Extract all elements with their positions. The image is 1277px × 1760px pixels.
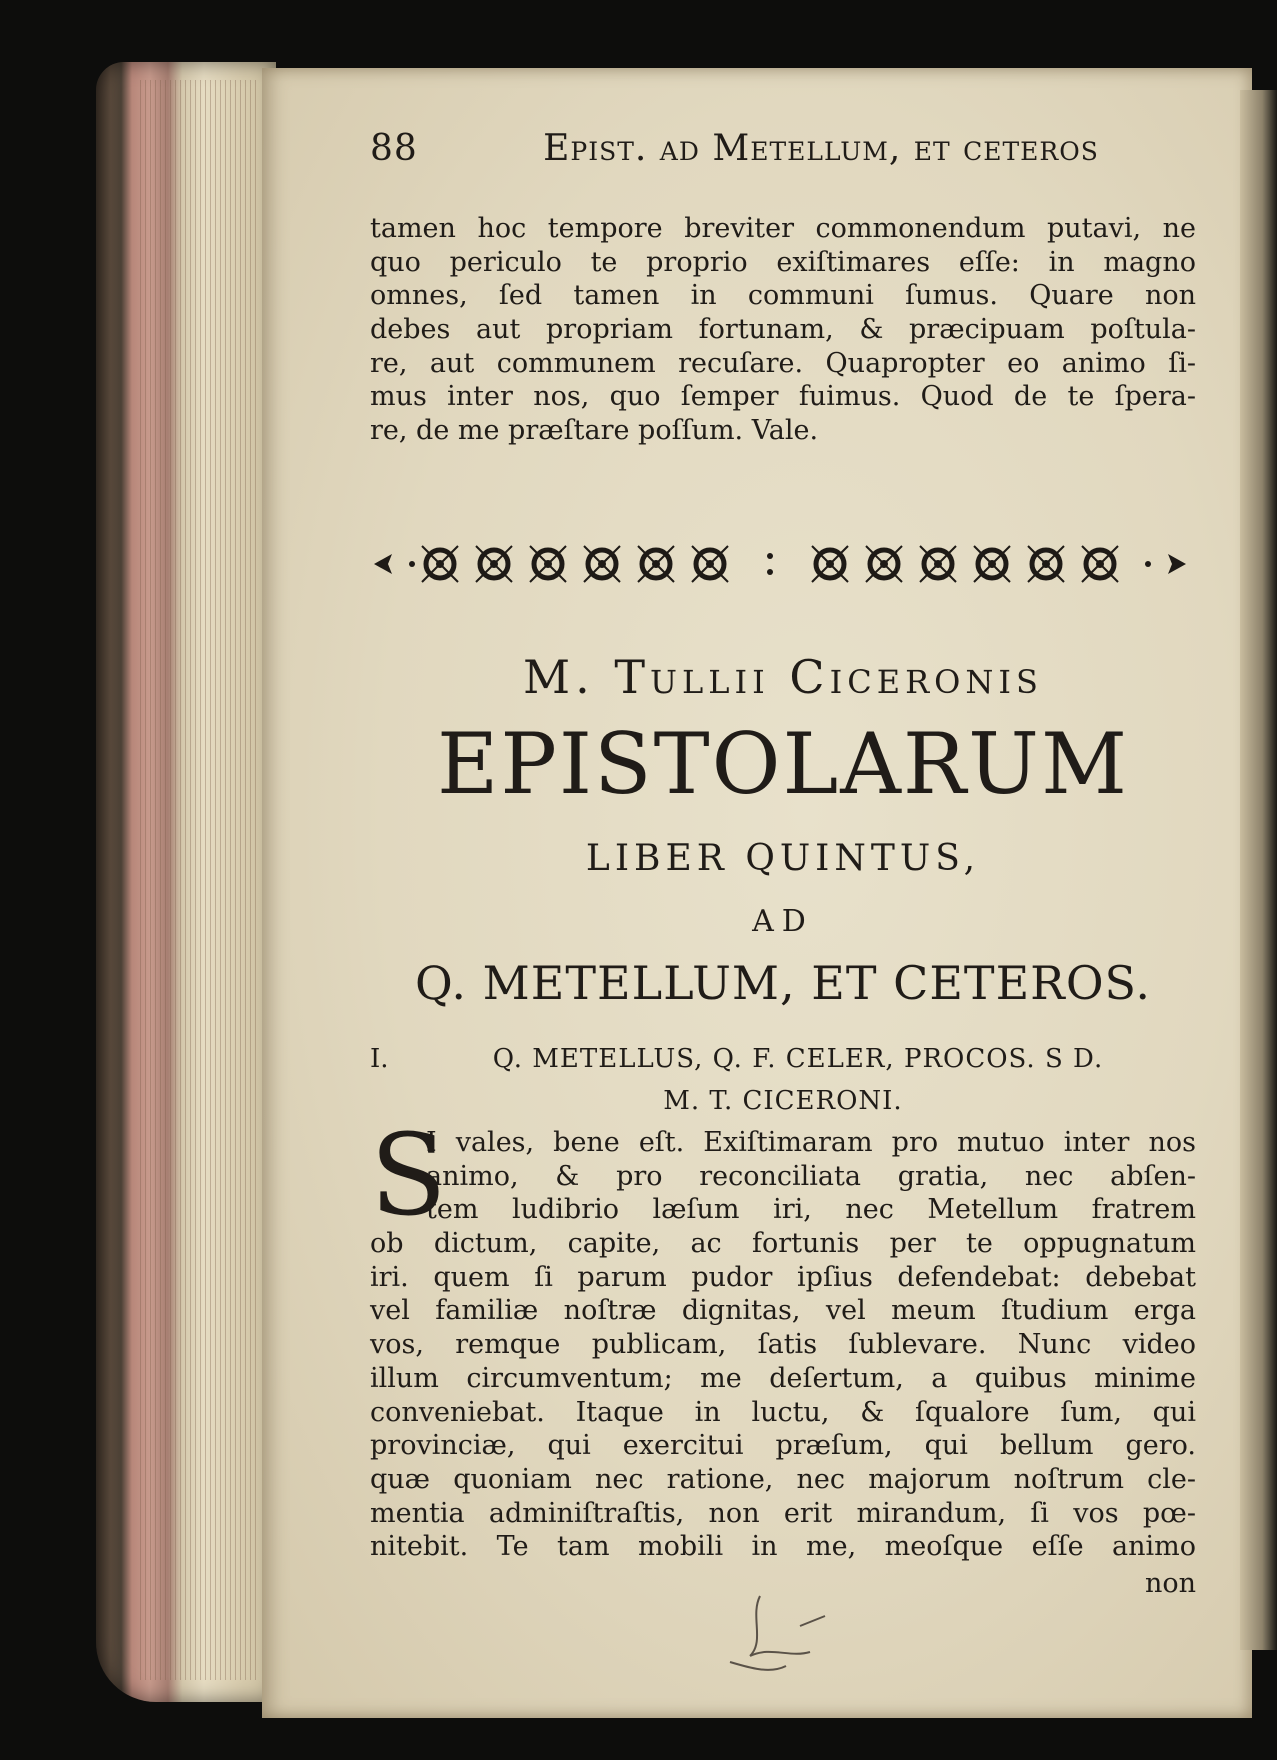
text-line: nitebit. Te tam mobili in me, meoſque eſſe animo: [370, 1531, 1196, 1563]
text-line: vel familiæ noſtræ dignitas, vel meum ſtudium erga: [370, 1295, 1196, 1327]
text-line: provinciæ, qui exercitui præſum, qui bellum gero.: [370, 1430, 1196, 1462]
next-page-edge: [1240, 90, 1277, 1650]
letter-body: [370, 1111, 1196, 1564]
letter-number: I.: [370, 1044, 389, 1074]
addressee-title: Q. METELLUM, ET CETEROS.: [414, 956, 1152, 1010]
text-line: omnes, ſed tamen in communi ſumus. Quare non: [370, 280, 1196, 312]
text-line: mus inter nos, quo ſemper fuimus. Quod de te ſpera-: [370, 381, 1196, 413]
catchword: non: [1144, 1568, 1196, 1599]
top-paragraph: [370, 212, 1196, 448]
running-header: [370, 128, 1196, 188]
text-line: tem ludibrio læſum iri, nec Metellum fratrem: [426, 1194, 1196, 1226]
text-line: I vales, bene eſt. Exiſtimaram pro mutuo inter nos: [426, 1127, 1196, 1158]
page-edges: [140, 80, 260, 1680]
main-title: EPISTOLARUM: [437, 715, 1129, 813]
text-line: ob dictum, capite, ac fortunis per te oppugnatum: [370, 1228, 1196, 1260]
text-line: tamen hoc tempore breviter commonendum putavi, ne: [370, 213, 1196, 244]
text-line: re, de me præſtare poſſum. Vale.: [370, 415, 819, 447]
text-line: mentia adminiſtraſtis, non erit mirandum, ſi vos pœ-: [370, 1497, 1196, 1529]
running-title: Epist. ad Metellum, et ceteros: [543, 128, 1099, 169]
letter-recipient: M. T. CICERONI.: [663, 1086, 903, 1116]
text-line: animo, & pro reconciliata gratia, nec abſen-: [426, 1160, 1196, 1192]
book-subtitle: LIBER QUINTUS,: [585, 838, 981, 879]
letter-salutation: Q. METELLUS, Q. F. CELER, PROCOS. S D.: [492, 1044, 1104, 1074]
letter-heading: [370, 1044, 1196, 1074]
text-line: conveniebat. Itaque in luctu, & ſqualore ſum, qui: [370, 1396, 1196, 1428]
text-line: debes aut propriam fortunam, & præcipuam poſtula-: [370, 314, 1196, 346]
text-line: vos, remque publicam, ſatis ſublevare. Nunc video: [370, 1329, 1196, 1361]
page-number: 88: [370, 128, 418, 169]
text-line: quæ quoniam nec ratione, nec majorum noſtrum cle-: [370, 1463, 1196, 1495]
text-line: quo periculo te proprio exiſtimares eſſe: in magno: [370, 246, 1196, 278]
pen-scribble: [690, 1586, 890, 1676]
text-line: illum circumventum; me deſertum, a quibus minime: [370, 1362, 1196, 1394]
text-line: re, aut communem recuſare. Quapropter eo animo ſi-: [370, 347, 1196, 379]
ornament-band: [372, 542, 1188, 586]
drop-cap: S: [370, 1111, 447, 1241]
text-line: iri. quem ſi parum pudor ipſius defendebat: debebat: [370, 1261, 1196, 1293]
ad-line: AD: [752, 904, 814, 939]
author-line: M. Tullii Ciceronis: [523, 650, 1043, 704]
